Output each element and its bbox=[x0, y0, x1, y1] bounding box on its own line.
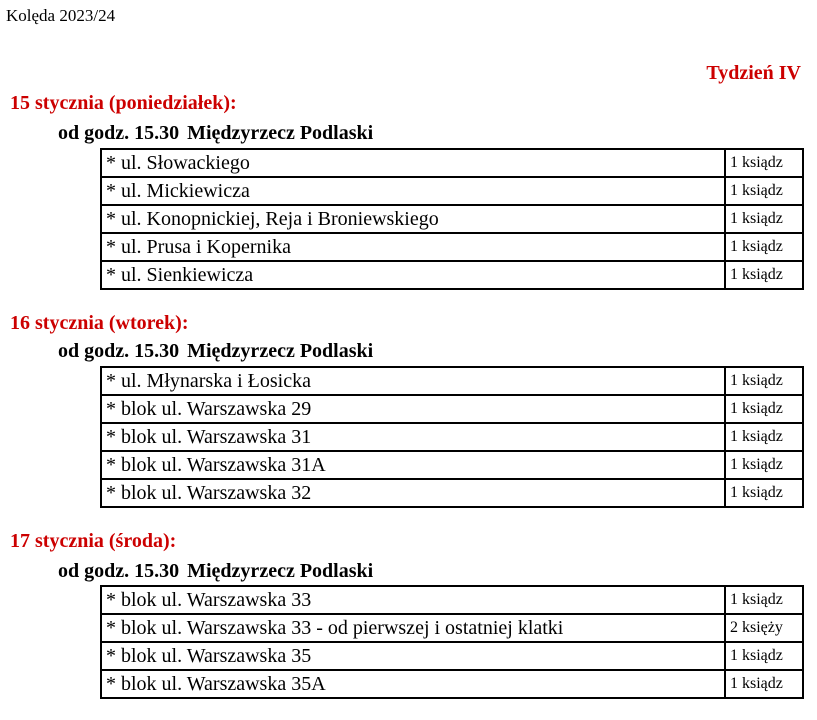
time-location-line bbox=[58, 560, 373, 583]
priests-cell: 1 ksiądz bbox=[725, 670, 803, 698]
document-header: Kolęda 2023/24 bbox=[6, 6, 116, 25]
street-cell: * blok ul. Warszawska 35A bbox=[101, 670, 725, 698]
street-cell: * ul. Konopnickiej, Reja i Broniewskiego bbox=[101, 205, 725, 233]
table-row bbox=[101, 614, 803, 642]
street-cell: * ul. Sienkiewicza bbox=[101, 261, 725, 289]
priests-cell: 1 ksiądz bbox=[725, 149, 803, 177]
start-time: od godz. 15.30 bbox=[58, 122, 180, 144]
table-row bbox=[101, 586, 803, 614]
day-title: 15 stycznia (poniedziałek): bbox=[10, 92, 237, 114]
priests-cell: 1 ksiądz bbox=[725, 423, 803, 451]
priests-cell: 1 ksiądz bbox=[725, 205, 803, 233]
street-cell: * ul. Prusa i Kopernika bbox=[101, 233, 725, 261]
table-row bbox=[101, 395, 803, 423]
street-cell: * blok ul. Warszawska 33 bbox=[101, 586, 725, 614]
table-row bbox=[101, 149, 803, 177]
priests-cell: 1 ksiądz bbox=[725, 586, 803, 614]
schedule-table bbox=[100, 148, 804, 290]
table-row bbox=[101, 670, 803, 698]
schedule-table bbox=[100, 366, 804, 508]
priests-cell: 1 ksiądz bbox=[725, 367, 803, 395]
street-cell: * ul. Słowackiego bbox=[101, 149, 725, 177]
day-title: 17 stycznia (środa): bbox=[10, 530, 177, 552]
table-row bbox=[101, 451, 803, 479]
time-location-line bbox=[58, 122, 373, 145]
street-cell: * ul. Młynarska i Łosicka bbox=[101, 367, 725, 395]
location: Międzyrzecz Podlaski bbox=[187, 340, 374, 362]
time-location-line bbox=[58, 340, 373, 363]
priests-cell: 1 ksiądz bbox=[725, 395, 803, 423]
priests-cell: 1 ksiądz bbox=[725, 233, 803, 261]
priests-cell: 1 ksiądz bbox=[725, 479, 803, 507]
street-cell: * blok ul. Warszawska 35 bbox=[101, 642, 725, 670]
street-cell: * blok ul. Warszawska 33 - od pierwszej i ostatniej klatki bbox=[101, 614, 725, 642]
table-row bbox=[101, 423, 803, 451]
table-row bbox=[101, 233, 803, 261]
priests-cell: 2 księży bbox=[725, 614, 803, 642]
week-label: Tydzień IV bbox=[706, 62, 801, 84]
street-cell: * ul. Mickiewicza bbox=[101, 177, 725, 205]
priests-cell: 1 ksiądz bbox=[725, 261, 803, 289]
location: Międzyrzecz Podlaski bbox=[187, 560, 374, 582]
priests-cell: 1 ksiądz bbox=[725, 642, 803, 670]
location: Międzyrzecz Podlaski bbox=[187, 122, 374, 144]
street-cell: * blok ul. Warszawska 32 bbox=[101, 479, 725, 507]
table-row bbox=[101, 642, 803, 670]
street-cell: * blok ul. Warszawska 29 bbox=[101, 395, 725, 423]
table-row bbox=[101, 479, 803, 507]
schedule-table bbox=[100, 585, 804, 699]
day-title: 16 stycznia (wtorek): bbox=[10, 312, 189, 334]
street-cell: * blok ul. Warszawska 31 bbox=[101, 423, 725, 451]
street-cell: * blok ul. Warszawska 31A bbox=[101, 451, 725, 479]
table-row bbox=[101, 261, 803, 289]
start-time: od godz. 15.30 bbox=[58, 560, 180, 582]
table-row bbox=[101, 177, 803, 205]
table-row bbox=[101, 367, 803, 395]
priests-cell: 1 ksiądz bbox=[725, 451, 803, 479]
priests-cell: 1 ksiądz bbox=[725, 177, 803, 205]
start-time: od godz. 15.30 bbox=[58, 340, 180, 362]
table-row bbox=[101, 205, 803, 233]
